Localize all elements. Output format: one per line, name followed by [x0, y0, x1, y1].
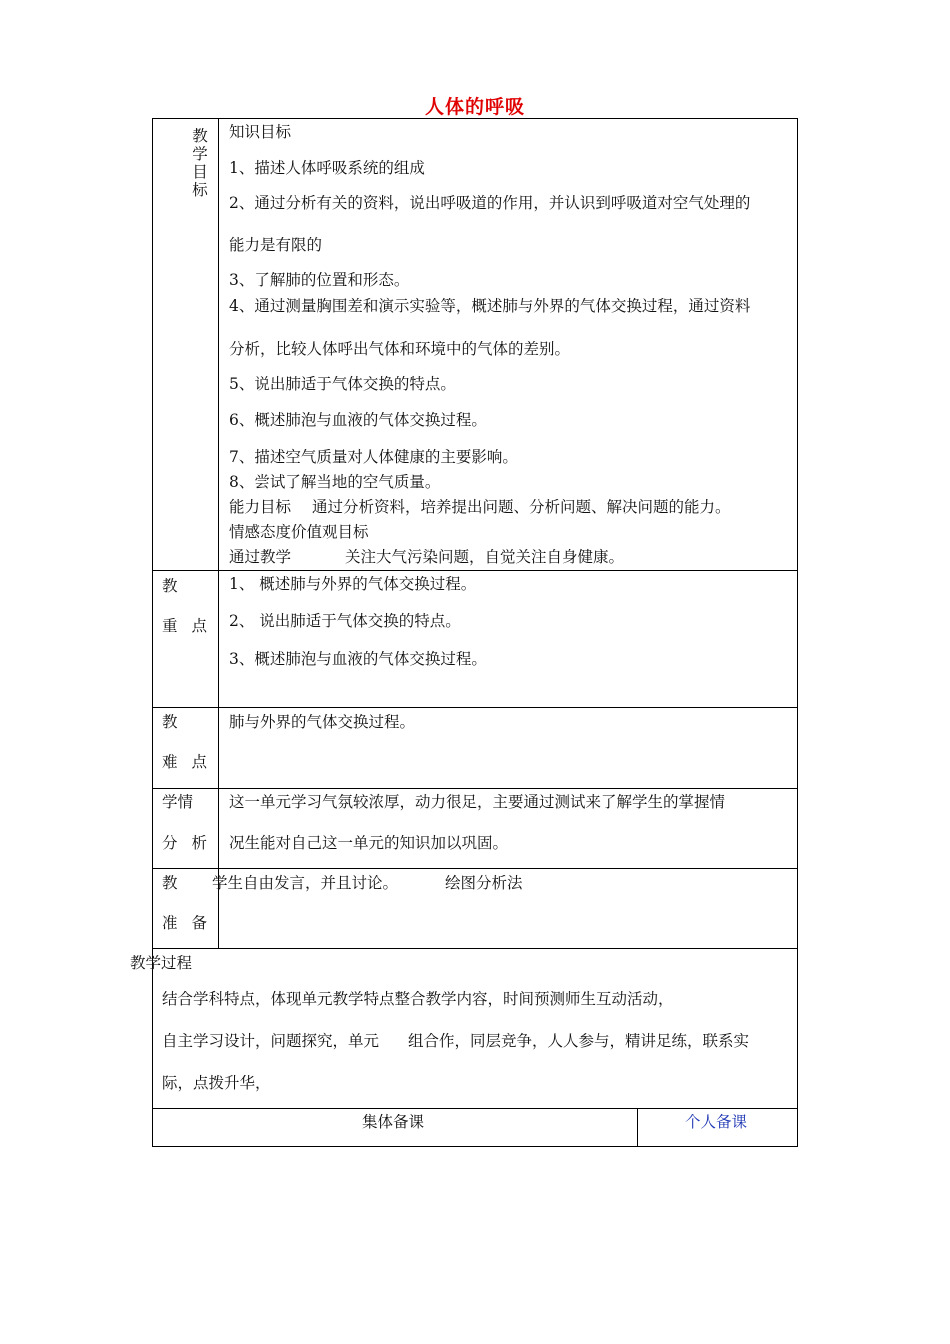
row-divider-process	[152, 1108, 798, 1109]
label-column-divider	[218, 118, 219, 948]
difficulty-text: 肺与外界的气体交换过程。	[229, 713, 416, 731]
prep-method: 绘图分析法	[445, 874, 523, 892]
goal-item: 1、描述人体呼吸系统的组成	[229, 159, 425, 177]
keypoints-label-top: 教	[162, 577, 178, 595]
goal-item: 7、描述空气质量对人体健康的主要影响。	[229, 448, 518, 466]
process-line: 际，点拨升华，	[162, 1074, 271, 1092]
process-line: 结合学科特点，体现单元教学特点整合教学内容，时间预测师生互动活动，	[162, 990, 674, 1008]
keypoint-item: 2、 说出肺适于气体交换的特点。	[229, 612, 461, 630]
table-border-left	[152, 118, 153, 1146]
prep-label-top: 教	[162, 874, 178, 892]
goal-item: 3、了解肺的位置和形态。	[229, 271, 410, 289]
footer-column-divider	[637, 1108, 638, 1146]
keypoint-item: 3、概述肺泡与血液的气体交换过程。	[229, 650, 487, 668]
ability-goal-text: 通过分析资料，培养提出问题、分析问题、解决问题的能力。	[312, 498, 731, 516]
process-line: 自主学习设计，问题探究，单元	[162, 1032, 380, 1050]
row-divider-difficulty	[152, 788, 798, 789]
keypoint-item: 1、 概述肺与外界的气体交换过程。	[229, 575, 477, 593]
ability-goal-heading: 能力目标	[229, 498, 292, 516]
table-border-top	[152, 118, 798, 119]
goal-item: 8、尝试了解当地的空气质量。	[229, 473, 441, 491]
personal-prep-header: 个人备课	[685, 1113, 748, 1131]
emotion-goal-heading: 情感态度价值观目标	[229, 523, 369, 541]
table-border-right	[797, 118, 798, 1146]
goal-item: 分析，比较人体呼出气体和环境中的气体的差别。	[229, 340, 571, 358]
process-line: 组合作，同层竞争，人人参与，精讲足练，联系实	[408, 1032, 750, 1050]
analysis-label-bottom: 分析	[162, 834, 222, 852]
row-divider-prep	[152, 948, 798, 949]
knowledge-goal-heading: 知识目标	[229, 123, 292, 141]
row-divider-analysis	[152, 868, 798, 869]
analysis-line: 况生能对自己这一单元的知识加以巩固。	[229, 834, 509, 852]
keypoints-label-bottom: 重点	[162, 617, 222, 635]
table-border-bottom	[152, 1146, 798, 1147]
goal-item: 4、通过测量胸围差和演示实验等，概述肺与外界的气体交换过程，通过资料	[229, 297, 751, 315]
emotion-goal-prefix: 通过教学	[229, 548, 292, 566]
goal-item: 能力是有限的	[229, 236, 323, 254]
analysis-line: 这一单元学习气氛较浓厚，动力很足，主要通过测试来了解学生的掌握情	[229, 793, 726, 811]
document-title: 人体的呼吸	[424, 96, 525, 118]
difficulty-label-bottom: 难点	[162, 753, 222, 771]
goals-label: 教学目标	[192, 127, 208, 199]
row-divider-keypoints	[152, 707, 798, 708]
goal-item: 6、概述肺泡与血液的气体交换过程。	[229, 411, 487, 429]
difficulty-label-top: 教	[162, 713, 178, 731]
analysis-label-top: 学情	[162, 793, 194, 811]
prep-label-bottom: 准备	[162, 914, 222, 932]
prep-text: 学生自由发言，并且讨论。	[212, 874, 399, 892]
goal-item: 5、说出肺适于气体交换的特点。	[229, 375, 456, 393]
group-prep-header: 集体备课	[362, 1113, 425, 1131]
process-label: 教学过程	[130, 954, 193, 972]
row-divider-goals	[152, 570, 798, 571]
goal-item: 2、通过分析有关的资料，说出呼吸道的作用，并认识到呼吸道对空气处理的	[229, 194, 751, 212]
emotion-goal-text: 关注大气污染问题，自觉关注自身健康。	[345, 548, 625, 566]
